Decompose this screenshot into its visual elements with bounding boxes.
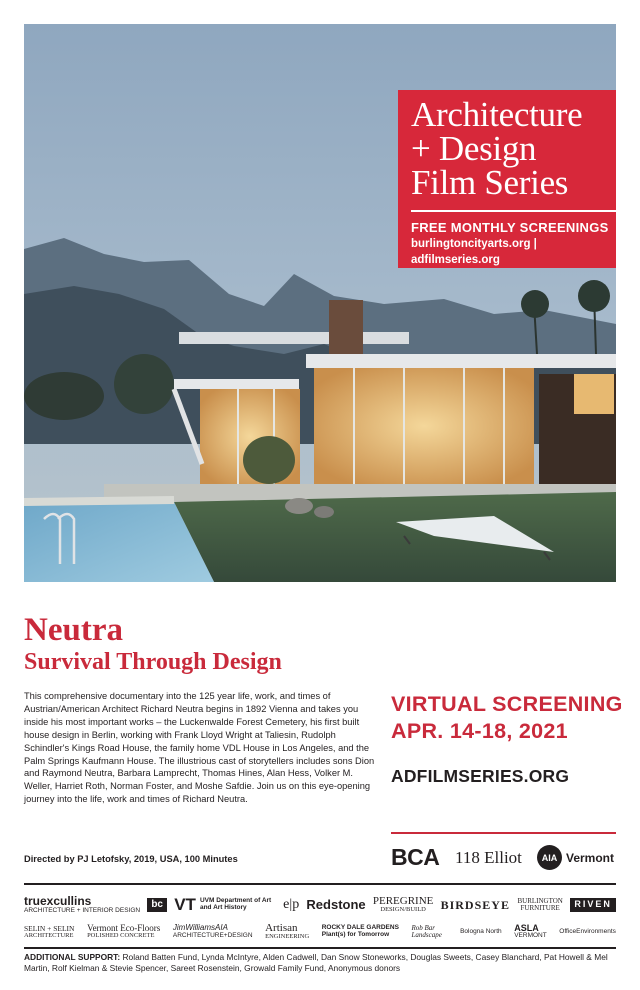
partner-logos: [391, 842, 616, 872]
sponsor-row-1: [24, 893, 616, 917]
divider: [24, 947, 616, 949]
sponsor-logo: Bologna North: [460, 927, 502, 935]
sponsor-name: JimWilliamsAIA: [172, 923, 228, 933]
sponsor-logo: RIVEN: [570, 898, 616, 911]
event-website-link[interactable]: ADFILMSERIES.ORG: [391, 766, 570, 786]
additional-support-label: ADDITIONAL SUPPORT:: [24, 952, 121, 962]
aia-mark: AIA: [537, 845, 562, 870]
film-title: Neutra: [24, 612, 123, 648]
additional-support: [24, 952, 624, 974]
sponsor-logo: [265, 923, 309, 941]
sponsor-sub: ENGINEERING: [265, 933, 310, 941]
aia-vermont-logo: [537, 845, 614, 870]
sponsor-logo: [373, 896, 434, 914]
film-credit: Directed by PJ Letofsky, 2019, USA, 100 Minutes: [24, 854, 238, 864]
sponsor-logo: [24, 895, 140, 914]
series-title: [411, 95, 616, 202]
sponsor-name: VT: [174, 895, 196, 915]
elliot-logo: 118 Elliot: [455, 848, 522, 867]
sponsor-name: PEREGRINE: [372, 894, 434, 907]
sponsor-logo: Redstone: [306, 897, 366, 913]
sponsor-row-2: [24, 920, 616, 944]
event-details: [391, 691, 626, 745]
series-title-box: [398, 90, 616, 268]
divider: [391, 832, 616, 834]
sponsor-logo: Rob Bar Landscape: [411, 923, 442, 939]
event-type: VIRTUAL SCREENING: [391, 692, 623, 716]
sponsor-logo: [322, 925, 399, 939]
sponsor-logo: bc: [147, 898, 167, 913]
sponsor-sub: Plant(s) for Tomorrow: [321, 931, 390, 938]
sponsor-logo: BURLINGTON FURNITURE: [517, 896, 563, 912]
series-title-line: Architecture: [411, 95, 583, 134]
film-subtitle: Survival Through Design: [24, 649, 282, 675]
sponsor-logo: BIRDSEYE: [440, 897, 510, 912]
sponsor-sub: POLISHED CONCRETE: [87, 932, 155, 940]
sponsor-name: Artisan: [265, 921, 298, 934]
sponsor-name: SELIN + SELIN: [24, 923, 75, 933]
sponsor-logo: [514, 924, 547, 940]
sponsor-sub: ARCHITECTURE+DESIGN: [172, 931, 253, 939]
sponsor-name: ROCKY DALE GARDENS: [321, 924, 399, 932]
sponsor-logo: [174, 896, 276, 914]
bca-logo: BCA: [391, 844, 440, 870]
aia-text: Vermont: [566, 850, 615, 865]
series-websites: burlingtoncityarts.org | adfilmseries.org: [411, 238, 537, 266]
sponsor-sub: DESIGN/BUILD: [380, 906, 426, 914]
sponsor-logo: OfficeEnvironments: [559, 927, 616, 935]
sponsor-name: ASLA: [514, 922, 539, 933]
event-dates: APR. 14-18, 2021: [391, 719, 568, 743]
film-description: This comprehensive documentary into the 125 year life, work, and times of Austrian/American Architect Richard Neutra begins in 1892 Vienna and takes you inside his most important works – the Luckenwalde Forest Cemetery, his first built house design in Berlin, working with Frank Lloyd Wright at Taliesin, Rudolph Schindler's Kings Road House, the family home VDL House in Los Angeles, and the Palm Springs Kaufmann House. The illustrious cast of storytellers includes sons Dion and Raymond Neutra, Barbara Lamprecht, Thomas Hines, Alan Hess, Volker M. Weller, Harriet Roth, Norman Foster, and Moshe Safdie. Join us on this eye-opening journey into the life, work and times of Richard Neutra.: [24, 691, 375, 805]
sponsor-sub: UVM Department of Art and Art History: [199, 897, 272, 911]
additional-support-text: Roland Batten Fund, Lynda McIntyre, Alden Cadwell, Dan Snow Stoneworks, Douglas Sweets, Casey Blanchard, Pat Howell & Mel Martin, Rolf Kielman & Stevie Spencer, Sareet Rosenstein, Growald Family Fund, Anonymous donors: [24, 952, 608, 973]
series-title-line: + Design: [411, 129, 537, 168]
sponsor-sub: ARCHITECTURE + INTERIOR DESIGN: [24, 906, 141, 914]
sponsor-name: Vermont Eco-Floors: [87, 922, 161, 933]
series-title-line: Film Series: [411, 163, 569, 202]
hero-photo: [24, 24, 616, 582]
sponsor-name: truexcullins: [24, 894, 92, 909]
sponsor-sub: ARCHITECTURE: [24, 931, 74, 939]
divider: [24, 883, 616, 885]
sponsor-logo: [24, 925, 74, 940]
sponsor-logo: e|p: [283, 896, 300, 912]
divider: [411, 210, 616, 212]
sponsor-logo: [173, 924, 253, 939]
sponsor-sub: VERMONT: [514, 932, 547, 940]
sponsor-logo: [87, 924, 160, 940]
screenings-label: FREE MONTHLY SCREENINGS: [411, 220, 609, 235]
